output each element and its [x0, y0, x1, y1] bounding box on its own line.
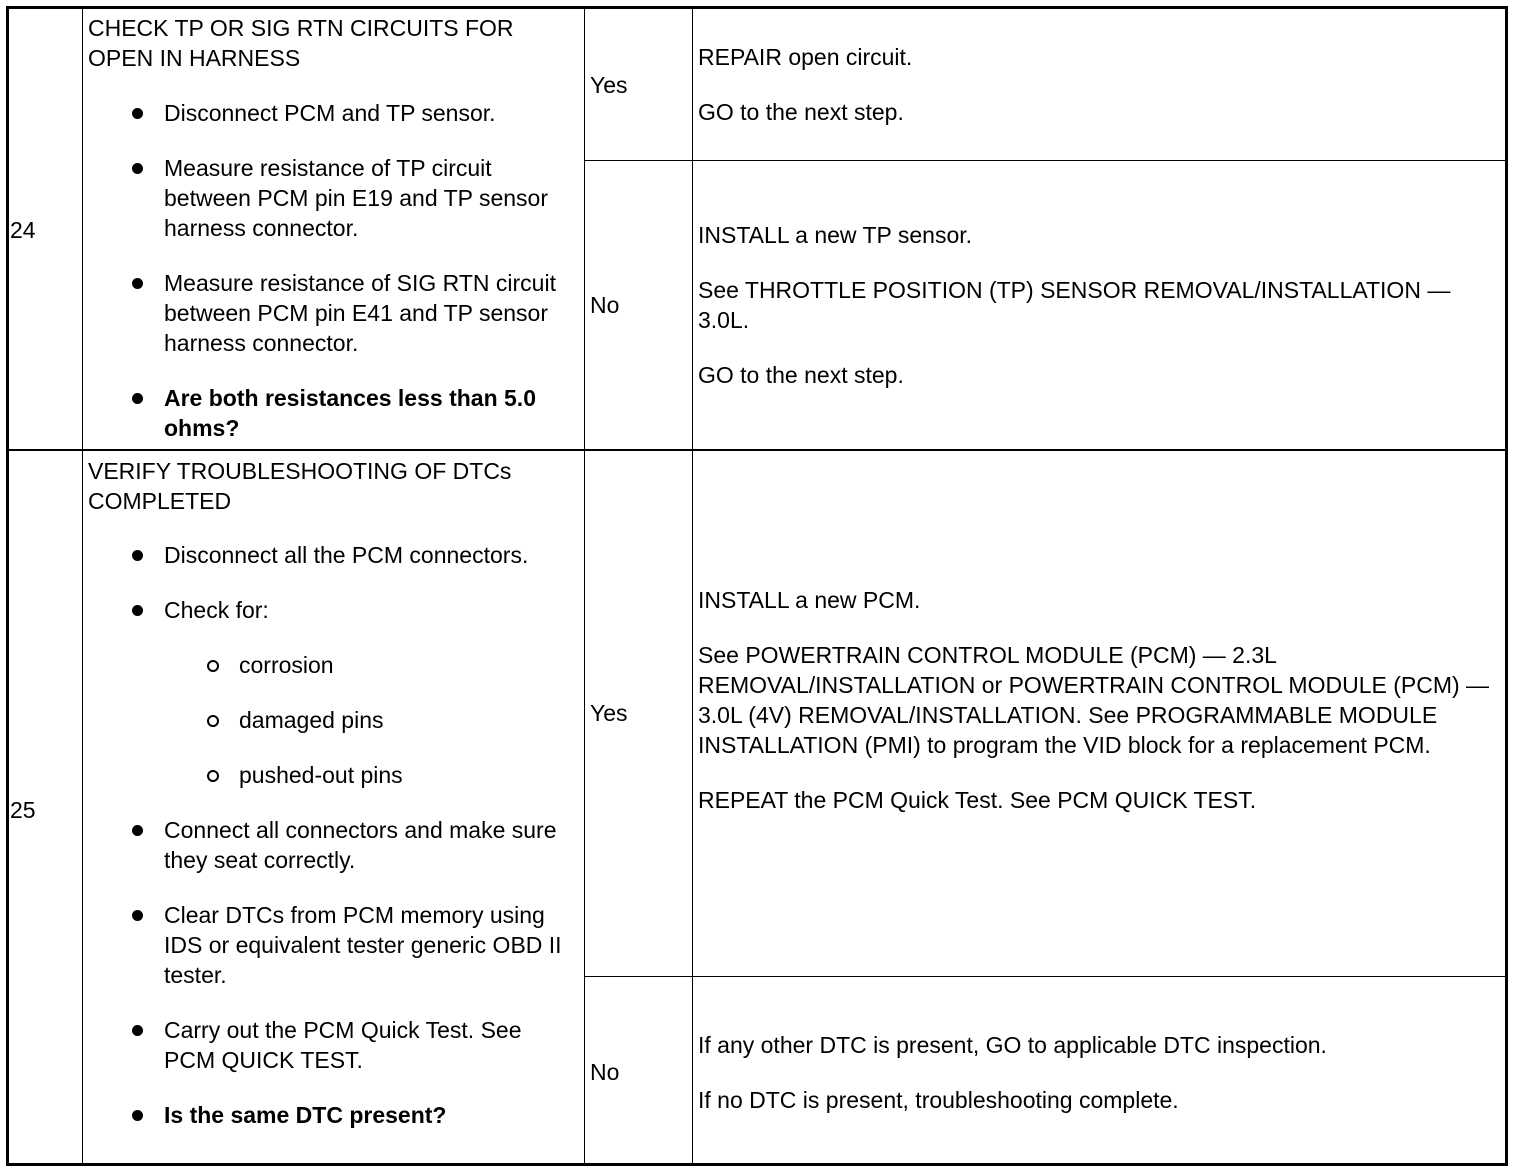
- action-item: Clear DTCs from PCM memory using IDS or equivalent tester generic OBD II tester.: [88, 900, 578, 990]
- result-no: No: [590, 1059, 620, 1085]
- result-yes: Yes: [590, 72, 628, 98]
- action-item: Measure resistance of SIG RTN circuit between PCM pin E41 and TP sensor harness connector.: [88, 268, 578, 358]
- check-item: pushed-out pins: [164, 760, 578, 790]
- action-text: Check for:: [164, 597, 269, 623]
- question-item: Are both resistances less than 5.0 ohms?: [88, 383, 578, 443]
- question-item: Is the same DTC present?: [88, 1100, 578, 1130]
- action-no: [698, 220, 1500, 390]
- action-item: Disconnect all the PCM connectors.: [88, 540, 578, 570]
- step-title: VERIFY TROUBLESHOOTING OF DTCs COMPLETED: [88, 458, 512, 514]
- action-list: [88, 98, 578, 468]
- step-title: CHECK TP OR SIG RTN CIRCUITS FOR OPEN IN HARNESS: [88, 15, 514, 71]
- action-text: If no DTC is present, troubleshooting complete.: [698, 1087, 1179, 1113]
- action-text: REPAIR open circuit.: [698, 44, 913, 70]
- action-text: INSTALL a new PCM.: [698, 587, 921, 613]
- step-number: 24: [10, 217, 36, 243]
- row-divider: [584, 160, 1507, 161]
- check-item: damaged pins: [164, 705, 578, 735]
- action-text: If any other DTC is present, GO to applicable DTC inspection.: [698, 1032, 1327, 1058]
- action-item: Disconnect PCM and TP sensor.: [88, 98, 578, 128]
- action-text: See THROTTLE POSITION (TP) SENSOR REMOVAL/INSTALLATION — 3.0L.: [698, 277, 1451, 333]
- column-divider: [584, 8, 585, 1165]
- result-yes: Yes: [590, 700, 628, 726]
- action-no: [698, 1030, 1500, 1115]
- action-text: INSTALL a new TP sensor.: [698, 222, 973, 248]
- action-text: REPEAT the PCM Quick Test. See PCM QUICK TEST.: [698, 787, 1257, 813]
- check-list: [164, 650, 578, 790]
- row-divider: [584, 976, 1507, 977]
- action-list: [88, 540, 578, 1155]
- action-yes: [698, 585, 1500, 815]
- action-item: Connect all connectors and make sure they seat correctly.: [88, 815, 578, 875]
- action-item: Carry out the PCM Quick Test. See PCM QUICK TEST.: [88, 1015, 578, 1075]
- action-item: [88, 595, 578, 790]
- action-text: GO to the next step.: [698, 99, 904, 125]
- column-divider: [692, 8, 693, 1165]
- action-yes: [698, 42, 1500, 127]
- action-item: Measure resistance of TP circuit between PCM pin E19 and TP sensor harness connector.: [88, 153, 578, 243]
- result-no: No: [590, 292, 620, 318]
- action-text: See POWERTRAIN CONTROL MODULE (PCM) — 2.3L REMOVAL/INSTALLATION or POWERTRAIN CONTROL MODULE (PCM) — 3.0L (4V) REMOVAL/INSTALLATION. See PROGRAMMABLE MODULE INSTALLATION (PMI) to program the VID block for a replacement PCM.: [698, 642, 1490, 758]
- check-item: corrosion: [164, 650, 578, 680]
- action-text: GO to the next step.: [698, 362, 904, 388]
- step-number: 25: [10, 797, 36, 823]
- column-divider: [82, 8, 83, 1165]
